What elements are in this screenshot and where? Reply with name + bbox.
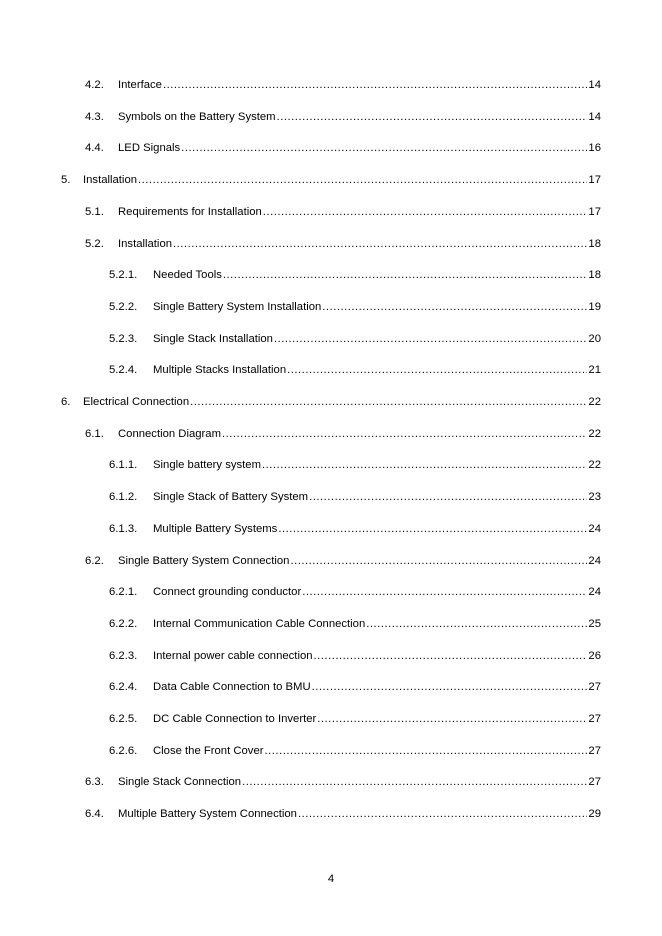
toc-entry-number: 5.2.2. bbox=[109, 300, 138, 313]
toc-entry[interactable] bbox=[109, 489, 601, 505]
toc-entry[interactable] bbox=[85, 806, 601, 822]
toc-entry-page: 27 bbox=[588, 681, 601, 694]
toc-entry[interactable] bbox=[85, 426, 601, 442]
toc-entry[interactable] bbox=[85, 236, 601, 252]
toc-dot-leader bbox=[223, 267, 588, 283]
toc-entry-number: 6. bbox=[61, 396, 71, 408]
toc-entry[interactable] bbox=[109, 457, 601, 473]
toc-entry-page: 27 bbox=[588, 776, 601, 789]
toc-entry-number: 6.2.5. bbox=[109, 713, 138, 725]
toc-entry-page: 21 bbox=[588, 364, 601, 377]
toc-entry[interactable] bbox=[109, 679, 601, 695]
toc-dot-leader bbox=[242, 774, 587, 790]
toc-entry-number: 4.4. bbox=[85, 142, 104, 155]
toc-entry-title: Single Battery System Connection bbox=[118, 554, 290, 567]
toc-entry[interactable] bbox=[109, 648, 601, 664]
toc-entry-title: Installation bbox=[118, 237, 173, 250]
toc-dot-leader bbox=[366, 616, 587, 632]
toc-entry-page: 20 bbox=[588, 332, 601, 345]
toc-entry[interactable] bbox=[85, 140, 601, 156]
toc-entry-number: 6.2.6. bbox=[109, 744, 138, 757]
toc-entry-page: 18 bbox=[588, 237, 601, 250]
toc-entry[interactable] bbox=[85, 774, 601, 790]
toc-entry-number: 6.2.3. bbox=[109, 649, 138, 662]
toc-entry-title: Interface bbox=[118, 79, 162, 91]
toc-entry-title: Installation bbox=[83, 174, 138, 187]
toc-entry-number: 6.2. bbox=[85, 554, 104, 567]
toc-entry-title: Multiple Battery System Connection bbox=[118, 808, 297, 821]
toc-entry-page: 16 bbox=[588, 142, 601, 155]
toc-entry-number: 6.2.2. bbox=[109, 617, 138, 630]
toc-entry-title: Multiple Stacks Installation bbox=[153, 364, 287, 377]
toc-entry[interactable] bbox=[61, 394, 601, 410]
toc-entry-page: 17 bbox=[588, 174, 601, 187]
toc-entry-page: 27 bbox=[588, 713, 601, 725]
toc-entry-number: 5.2. bbox=[85, 237, 104, 250]
toc-entry-page: 27 bbox=[588, 744, 601, 757]
toc-entry-number: 6.1. bbox=[85, 427, 104, 440]
toc-entry-number: 4.2. bbox=[85, 79, 104, 91]
toc-entry-title: Internal Communication Cable Connection bbox=[153, 617, 366, 630]
toc-entry-page: 22 bbox=[588, 459, 601, 472]
toc-entry-number: 6.3. bbox=[85, 776, 104, 789]
toc-entry[interactable] bbox=[109, 743, 601, 759]
toc-entry-title: Requirements for Installation bbox=[118, 205, 262, 218]
toc-dot-leader bbox=[222, 426, 587, 442]
toc-entry-title: Internal power cable connection bbox=[153, 649, 313, 662]
toc-dot-leader bbox=[298, 806, 587, 822]
toc-dot-leader bbox=[287, 362, 587, 378]
toc-dot-leader bbox=[173, 236, 587, 252]
toc-dot-leader bbox=[277, 109, 588, 125]
toc-dot-leader bbox=[163, 77, 587, 93]
toc-entry-page: 18 bbox=[588, 269, 601, 282]
toc-entry-page: 26 bbox=[588, 649, 601, 662]
toc-entry-title: Needed Tools bbox=[153, 269, 222, 282]
toc-entry-title: DC Cable Connection to Inverter bbox=[153, 713, 317, 725]
toc-entry-title: Single battery system bbox=[153, 459, 261, 472]
toc-entry-number: 4.3. bbox=[85, 110, 104, 123]
toc-dot-leader bbox=[290, 553, 587, 569]
toc-entry-page: 24 bbox=[588, 522, 601, 535]
toc-entry-number: 5.1. bbox=[85, 205, 104, 218]
toc-dot-leader bbox=[312, 679, 588, 695]
toc-entry-number: 6.2.1. bbox=[109, 586, 138, 599]
toc-dot-leader bbox=[138, 172, 587, 188]
toc-dot-leader bbox=[322, 299, 587, 315]
toc-entry[interactable] bbox=[85, 553, 601, 569]
toc-entry-title: Single Stack Installation bbox=[153, 332, 273, 345]
toc-entry-page: 19 bbox=[588, 300, 601, 313]
toc-entry[interactable] bbox=[109, 362, 601, 378]
toc-dot-leader bbox=[309, 489, 587, 505]
toc-entry[interactable] bbox=[109, 584, 601, 600]
toc-dot-leader bbox=[302, 584, 587, 600]
toc-entry-number: 5. bbox=[61, 174, 71, 187]
toc-dot-leader bbox=[181, 140, 587, 156]
toc-entry-page: 14 bbox=[588, 79, 601, 91]
toc-entry[interactable] bbox=[85, 109, 601, 125]
toc-entry-page: 24 bbox=[588, 586, 601, 599]
toc-entry-page: 23 bbox=[588, 491, 601, 504]
toc-entry-title: Connection Diagram bbox=[118, 427, 221, 440]
toc-dot-leader bbox=[190, 394, 587, 410]
toc-entry-title: Data Cable Connection to BMU bbox=[153, 681, 311, 694]
toc-entry-number: 5.2.4. bbox=[109, 364, 138, 377]
toc-dot-leader bbox=[317, 711, 587, 727]
toc-dot-leader bbox=[265, 743, 588, 759]
toc-entry[interactable] bbox=[109, 616, 601, 632]
toc-entry-number: 6.4. bbox=[85, 808, 104, 821]
toc-entry-title: Electrical Connection bbox=[83, 396, 190, 408]
toc-entry-number: 6.1.1. bbox=[109, 459, 138, 472]
toc-entry-title: Single Stack of Battery System bbox=[153, 491, 309, 504]
toc-entry-title: Single Stack Connection bbox=[118, 776, 242, 789]
toc-entry[interactable] bbox=[109, 711, 601, 727]
toc-entry-number: 5.2.1. bbox=[109, 269, 138, 282]
toc-entry[interactable] bbox=[109, 521, 601, 537]
toc-dot-leader bbox=[274, 331, 587, 347]
toc-entry[interactable] bbox=[109, 267, 601, 283]
toc-entry[interactable] bbox=[109, 299, 601, 315]
toc-entry[interactable] bbox=[85, 204, 601, 220]
toc-entry-page: 17 bbox=[588, 205, 601, 218]
toc-entry-page: 29 bbox=[588, 808, 601, 821]
toc-entry-title: Single Battery System Installation bbox=[153, 300, 322, 313]
toc-entry-page: 14 bbox=[588, 110, 601, 123]
toc-entry-page: 25 bbox=[588, 617, 601, 630]
page-number: 4 bbox=[327, 873, 335, 885]
toc-entry[interactable] bbox=[109, 331, 601, 347]
toc-entry-number: 6.1.2. bbox=[109, 491, 138, 504]
toc-dot-leader bbox=[262, 457, 587, 473]
toc-entry-number: 6.1.3. bbox=[109, 522, 138, 535]
toc-dot-leader bbox=[263, 204, 588, 220]
toc-entry-title: Symbols on the Battery System bbox=[118, 110, 276, 123]
toc-entry-title: Close the Front Cover bbox=[153, 744, 264, 757]
toc-entry-number: 5.2.3. bbox=[109, 332, 138, 345]
toc-entry[interactable] bbox=[61, 172, 601, 188]
toc-entry-title: LED Signals bbox=[118, 142, 181, 155]
toc-entry-page: 22 bbox=[588, 396, 601, 408]
toc-dot-leader bbox=[278, 521, 587, 537]
toc-entry-title: Multiple Battery Systems bbox=[153, 522, 278, 535]
toc-entry-page: 22 bbox=[588, 427, 601, 440]
toc-entry-title: Connect grounding conductor bbox=[153, 586, 302, 599]
toc-dot-leader bbox=[314, 648, 588, 664]
toc-entry[interactable] bbox=[85, 77, 601, 93]
toc-entry-page: 24 bbox=[588, 554, 601, 567]
toc-entry-number: 6.2.4. bbox=[109, 681, 138, 694]
